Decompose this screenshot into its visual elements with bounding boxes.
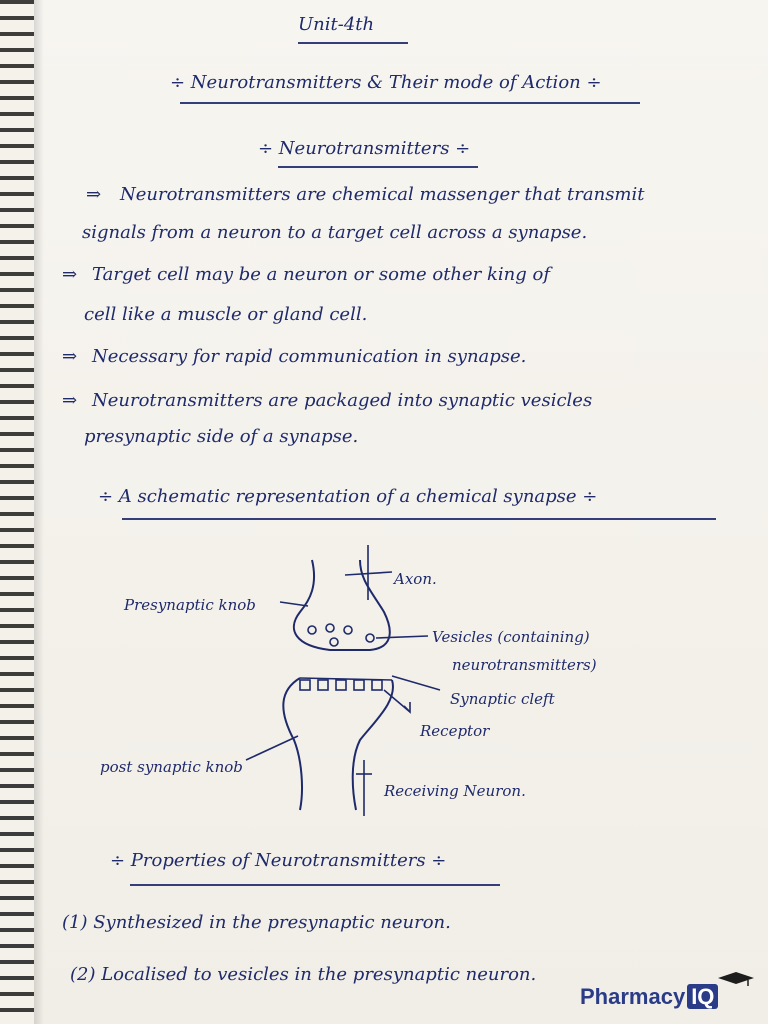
section-heading-neurotransmitters: ÷ Neurotransmitters ÷ <box>258 138 471 159</box>
label-axon: Axon. <box>394 570 437 588</box>
main-heading: ÷ Neurotransmitters & Their mode of Action ÷ <box>170 72 602 93</box>
property-2: (2) Localised to vesicles in the presynaptic neuron. <box>70 964 537 985</box>
label-postsynaptic-knob: post synaptic knob <box>100 758 243 776</box>
bullet-arrow: ⇒ <box>62 390 78 411</box>
section-heading-properties: ÷ Properties of Neurotransmitters ÷ <box>110 850 447 871</box>
point-2-line-1: Target cell may be a neuron or some other king of <box>92 264 550 285</box>
brand-iq: IQ <box>687 984 718 1009</box>
bullet-arrow: ⇒ <box>62 346 78 367</box>
label-receiving-neuron: Receiving Neuron. <box>384 782 526 800</box>
point-2-line-2: cell like a muscle or gland cell. <box>84 304 368 325</box>
brand-text: Pharmacy <box>580 984 686 1009</box>
point-4-line-1: Neurotransmitters are packaged into synaptic vesicles <box>92 390 593 411</box>
binding-shadow <box>34 0 44 1024</box>
spiral-binding <box>0 0 34 1024</box>
page-title: Unit-4th <box>298 14 375 35</box>
point-4-line-2: presynaptic side of a synapse. <box>84 426 359 447</box>
brand-logo <box>580 984 760 1020</box>
label-synaptic-cleft: Synaptic cleft <box>450 690 555 708</box>
point-1-line-2: signals from a neuron to a target cell across a synapse. <box>82 222 588 243</box>
section-heading-underline <box>278 166 478 168</box>
title-underline <box>298 42 408 44</box>
diagram-heading: ÷ A schematic representation of a chemical synapse ÷ <box>98 486 598 507</box>
properties-underline <box>130 884 500 886</box>
label-receptor: Receptor <box>420 722 490 740</box>
label-vesicles-line1: Vesicles (containing) <box>432 628 590 646</box>
label-vesicles-line2: neurotransmitters) <box>452 656 597 674</box>
label-presynaptic-knob: Presynaptic knob <box>124 596 256 614</box>
main-heading-underline <box>180 102 640 104</box>
point-1-line-1: Neurotransmitters are chemical massenger that transmit <box>120 184 645 205</box>
diagram-heading-underline <box>122 518 716 520</box>
property-1: (1) Synthesized in the presynaptic neuron. <box>62 912 451 933</box>
point-3-line-1: Necessary for rapid communication in synapse. <box>92 346 527 367</box>
bullet-arrow: ⇒ <box>86 184 102 205</box>
bullet-arrow: ⇒ <box>62 264 78 285</box>
